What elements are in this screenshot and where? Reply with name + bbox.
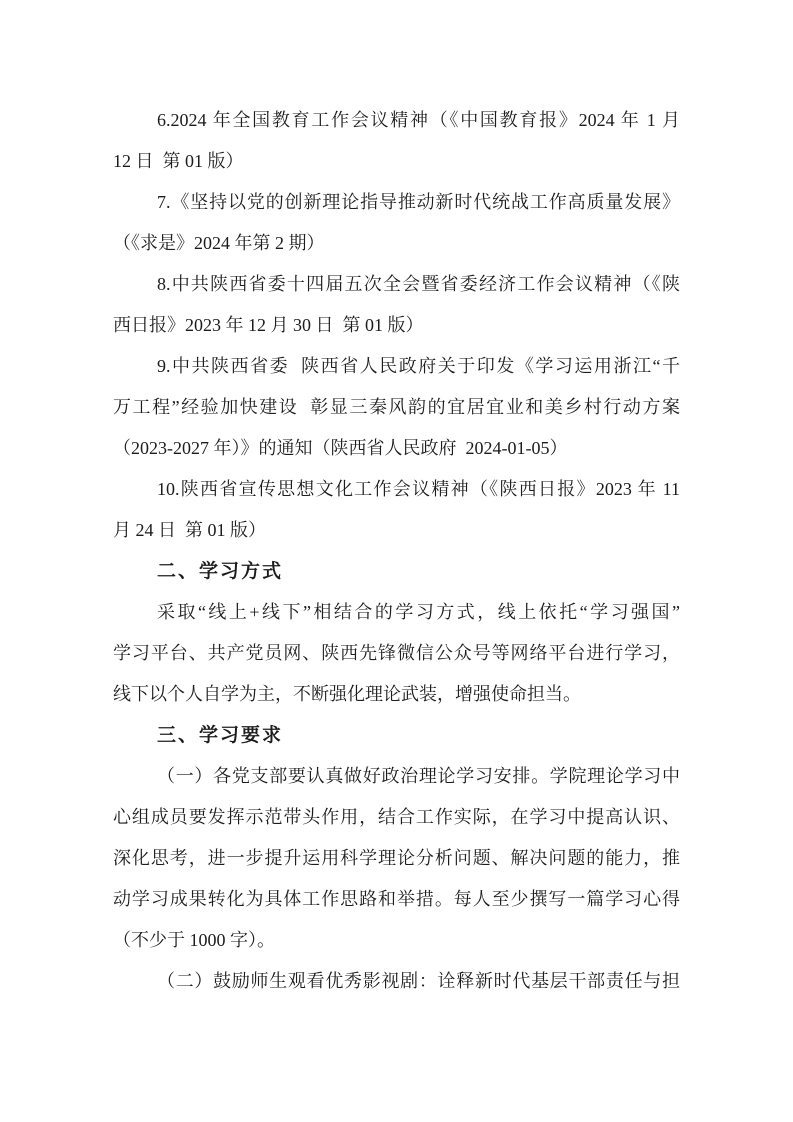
text-line: 7.《坚持以党的创新理论指导推动新时代统战工作高质量发展》 xyxy=(157,192,680,212)
paragraph xyxy=(113,100,680,182)
paragraph xyxy=(113,961,680,1002)
document-body xyxy=(113,100,680,1002)
text-line: 8.中共陕西省委十四届五次全会暨省委经济工作会议精神（《陕 xyxy=(157,274,680,294)
text-line: 学习平台、共产党员网、陕西先锋微信公众号等网络平台进行学习， xyxy=(113,643,680,663)
text-line: 10.陕西省宣传思想文化工作会议精神（《陕西日报》2023 年 11 xyxy=(157,479,680,499)
text-line: （二）鼓励师生观看优秀影视剧：诠释新时代基层干部责任与担 xyxy=(157,971,680,991)
text-line: 深化思考，进一步提升运用科学理论分析问题、解决问题的能力，推 xyxy=(113,848,680,868)
text-line: （不少于 1000 字）。 xyxy=(113,930,275,950)
text-line: 9.中共陕西省委 陕西省人民政府关于印发《学习运用浙江“千 xyxy=(157,356,680,376)
section-heading-block xyxy=(113,551,680,592)
text-line: （《求是》2024 年第 2 期） xyxy=(113,233,325,253)
text-line: 西日报》2023 年 12 月 30 日 第 01 版） xyxy=(113,315,424,335)
section-heading-block xyxy=(113,715,680,756)
text-line: 采取“线上+线下”相结合的学习方式，线上依托“学习强国” xyxy=(157,602,680,622)
text-line: 月 24 日 第 01 版） xyxy=(113,520,266,540)
section-heading: 二、学习方式 xyxy=(157,561,284,582)
text-line: （一）各党支部要认真做好政治理论学习安排。学院理论学习中 xyxy=(157,766,680,786)
text-line: （2023-2027 年）》的通知（陕西省人民政府 2024-01-05） xyxy=(113,438,568,458)
paragraph xyxy=(113,182,680,264)
paragraph xyxy=(113,756,680,961)
text-line: 万工程”经验加快建设 彰显三秦风韵的宜居宜业和美乡村行动方案 xyxy=(113,397,680,417)
section-heading: 三、学习要求 xyxy=(157,725,284,746)
text-line: 6.2024 年全国教育工作会议精神（《中国教育报》2024 年 1 月 xyxy=(157,110,680,130)
text-line: 线下以个人自学为主，不断强化理论武装，增强使命担当。 xyxy=(113,684,581,704)
text-line: 动学习成果转化为具体工作思路和举措。每人至少撰写一篇学习心得 xyxy=(113,889,680,909)
paragraph xyxy=(113,469,680,551)
paragraph xyxy=(113,592,680,715)
paragraph xyxy=(113,346,680,469)
text-line: 12 日 第 01 版） xyxy=(113,151,244,171)
text-line: 心组成员要发挥示范带头作用，结合工作实际，在学习中提高认识、 xyxy=(113,807,680,827)
paragraph xyxy=(113,264,680,346)
